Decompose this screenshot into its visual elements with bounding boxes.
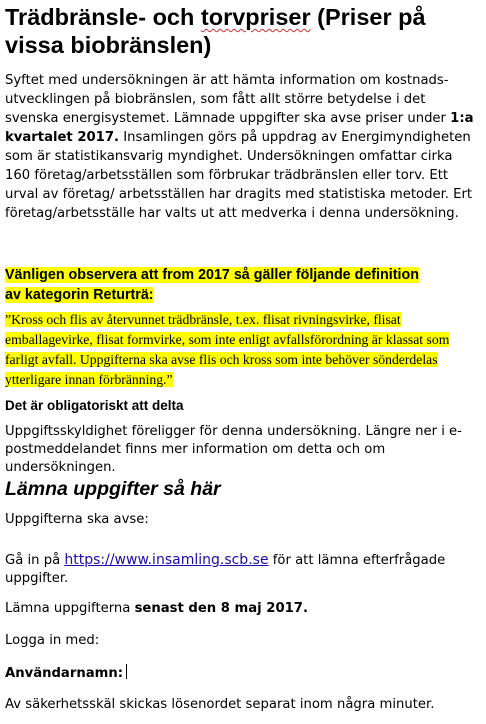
text-cursor — [126, 664, 127, 679]
intro-paragraph: Syftet med undersökningen är att hämta information om kostnads-utvecklingen på biobränslen, som fått allt större betydelse i det svenska energisystemet. Lämnade uppgifter ska avse priser under 1:a kvartalet 2017. Insamlingen görs på uppdrag av Energimyndigheten som är statistikansvarig myndighet. Undersökningen omfattar cirka 160 företag/arbetsställen som förbrukar trädbränslen eller torv. Ett urval av företag/ arbetsställen har dragits med statistiska metoder. Ert företag/arbetsställe har valts ut att medverka i denna undersökning. — [5, 73, 474, 221]
obligatory-heading: Det är obligatoriskt att delta — [5, 398, 184, 413]
insamling-link[interactable]: https://www.insamling.scb.se — [64, 552, 269, 568]
title-part: Trädbränsle- och — [5, 4, 201, 30]
username-line — [5, 664, 475, 683]
title-spellcheck-word: torvpriser — [200, 4, 311, 30]
definition-quote: ”Kross och flis av återvunnet trädbränsle, t.ex. flisat rivningsvirke, flisat emballagevirke, flisat formvirke, som inte enligt avfallsförordning är klassat som farligt avfall. Uppgifterna ska avse flis och kross som inte behöver sönderdelas ytterligare innan förbränning.” — [5, 312, 450, 387]
title-part: (Priser på vissa biobränslen) — [5, 4, 426, 58]
deadline-text: Lämna uppgifterna senast den 8 maj 2017. — [5, 601, 308, 616]
quarter-period: 1:a kvartalet 2017. — [5, 111, 474, 145]
avse-text: Uppgifterna ska avse: — [5, 512, 149, 527]
login-text: Logga in med: — [5, 633, 100, 648]
notice-highlight: Vänligen observera att from 2017 så gäller följande definition av kategorin Returträ: — [5, 267, 419, 303]
document-title — [5, 3, 481, 59]
submit-heading: Lämna uppgifter så här — [5, 478, 221, 500]
security-note: Av säkerhetsskäl skickas lösenordet separat inom några minuter. — [5, 697, 435, 712]
go-to-site-text: Gå in på https://www.insamling.scb.se för att lämna efterfrågade uppgifter. — [5, 552, 446, 586]
obligatory-paragraph: Uppgiftsskyldighet föreligger för denna undersökning. Längre ner i e-postmeddelandet finns mer information om detta och om undersökningen. — [5, 424, 462, 475]
deadline-date: senast den 8 maj 2017. — [134, 601, 308, 616]
username-label: Användarnamn: — [5, 666, 124, 681]
